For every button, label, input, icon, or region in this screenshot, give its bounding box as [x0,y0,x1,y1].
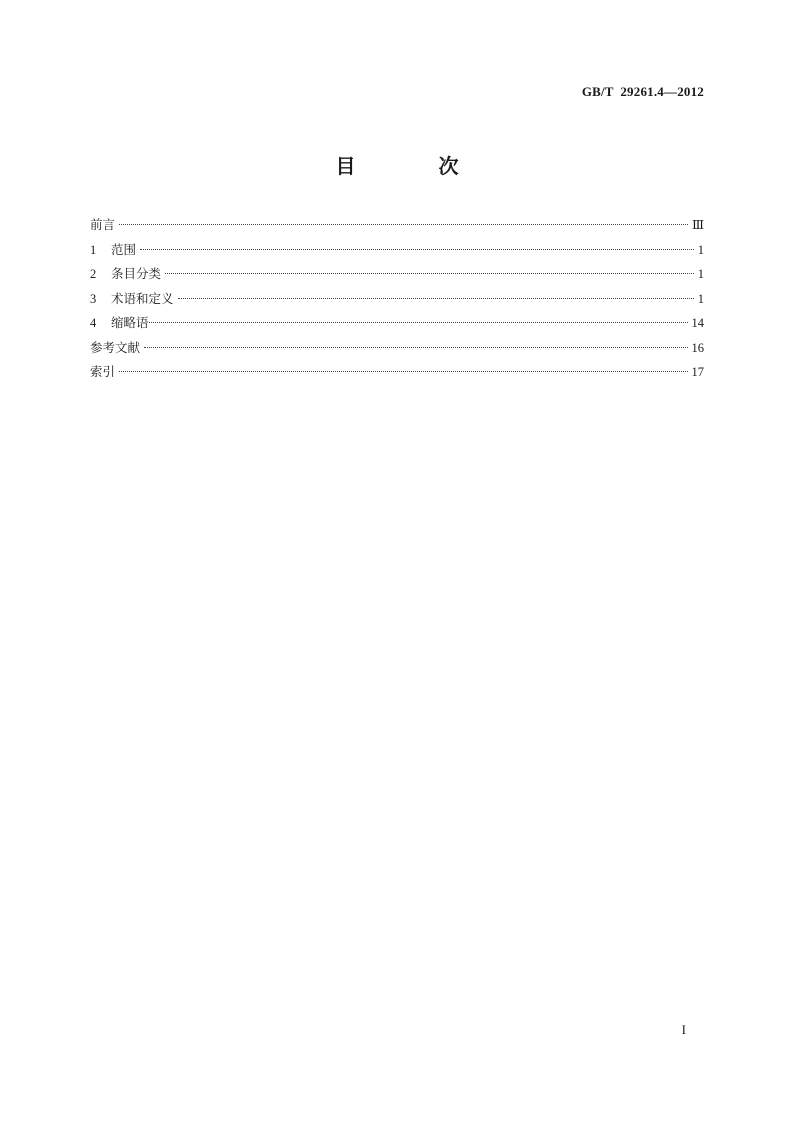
dot-leader [165,273,694,274]
toc-entry-label: 范围 [111,241,137,257]
toc-entry-page: 1 [697,242,704,257]
toc-entry-page: 17 [691,365,704,379]
toc-entry-label: 术语和定义 [111,290,174,306]
toc-entry-bibliography[interactable] [90,338,704,363]
toc-entry-number: 1 [90,242,97,257]
toc-entry-page: 14 [691,316,704,330]
toc-entry-page: 16 [691,340,704,355]
toc-entry-scope[interactable] [90,240,704,265]
toc-entry-label: 参考文献 [90,339,141,355]
toc-entry-page: 1 [697,291,704,306]
toc-entry-terms-definitions[interactable] [90,289,704,314]
toc-entry-foreword[interactable] [90,215,704,240]
dot-leader [119,224,688,225]
dot-leader [149,322,688,323]
toc-entry-label: 索引 [90,364,116,379]
toc-entry-label: 缩略语 [111,315,149,330]
table-of-contents [90,215,704,387]
toc-entry-classification[interactable] [90,264,704,289]
toc-entry-label: 条目分类 [111,266,162,281]
dot-leader [119,371,687,372]
toc-entry-number: 2 [90,267,97,281]
toc-entry-page: Ⅲ [691,218,704,232]
dot-leader [144,347,687,348]
standard-number: GB/T 29261.4—2012 [581,84,704,99]
toc-entry-page: 1 [697,267,704,281]
page-number: I [681,1022,686,1037]
toc-entry-label: 前言 [90,217,116,232]
toc-title: 目 次 [335,154,497,178]
toc-entry-abbreviations[interactable] [90,313,704,338]
toc-entry-number: 3 [90,291,97,306]
toc-entry-index[interactable] [90,362,704,387]
dot-leader [140,249,694,250]
toc-entry-number: 4 [90,316,97,330]
dot-leader [178,298,694,299]
